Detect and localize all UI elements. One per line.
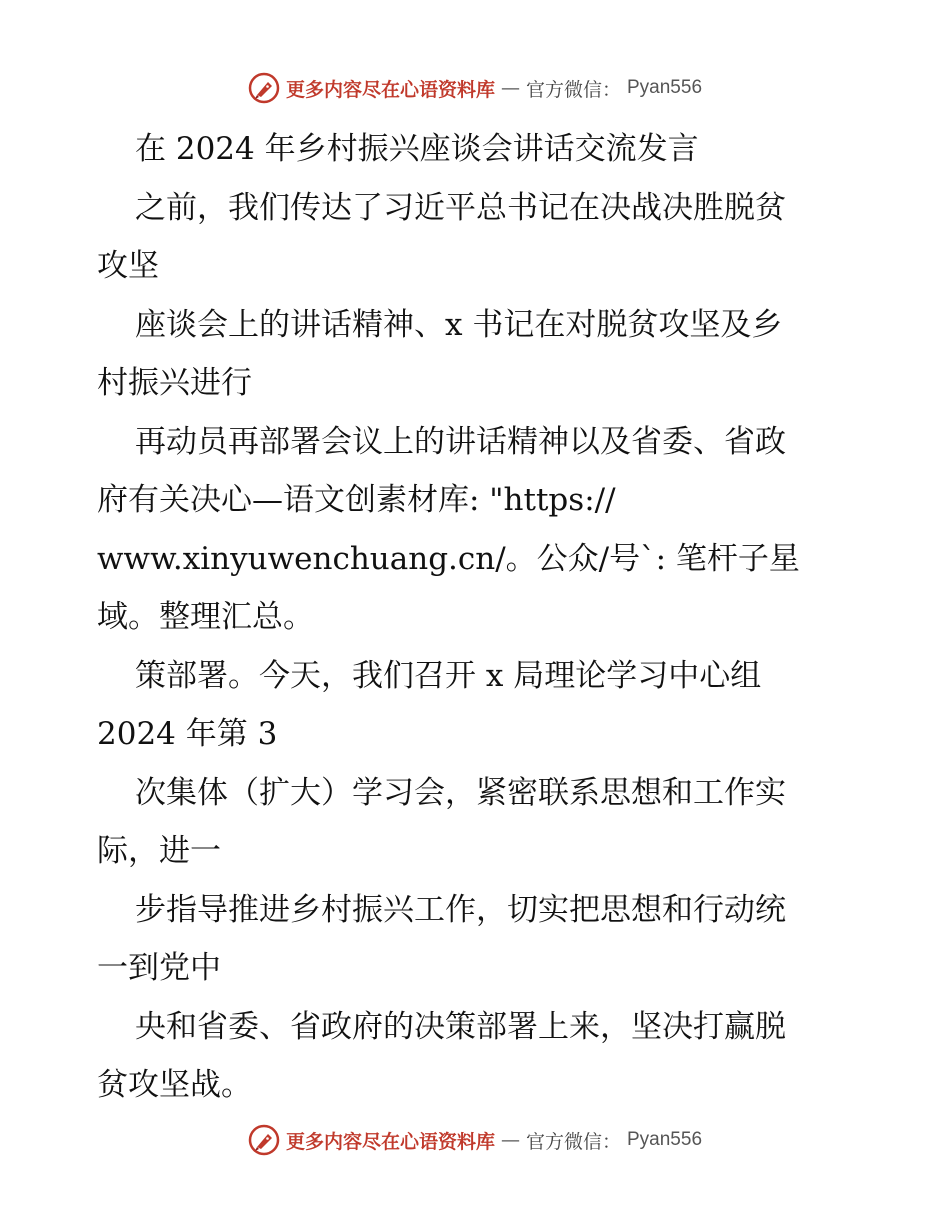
paragraph-line: 次集体（扩大）学习会，紧密联系思想和工作实 <box>135 774 786 811</box>
paragraph-line: 再动员再部署会议上的讲话精神以及省委、省政 <box>135 423 786 460</box>
pen-nib-logo-icon <box>248 72 280 104</box>
header-wechat-label: 官方微信： <box>525 78 621 101</box>
paragraph-line: 村振兴进行 <box>97 365 252 401</box>
footer-banner <box>0 1120 950 1160</box>
paragraph-line: 步指导推进乡村振兴工作，切实把思想和行动统 <box>135 891 786 928</box>
paragraph-line: 央和省委、省政府的决策部署上来，坚决打赢脱 <box>135 1008 786 1045</box>
paragraph-line: 域。整理汇总。 <box>97 599 314 635</box>
footer-promo-text: 更多内容尽在心语资料库 <box>285 1130 495 1153</box>
paragraph-line: 2024 年第 3 <box>97 716 278 752</box>
paragraph-line: 一到党中 <box>97 950 221 986</box>
document-title: 在 2024 年乡村振兴座谈会讲话交流发言 <box>135 131 699 167</box>
footer-separator: — <box>500 1129 520 1151</box>
header-promo-text: 更多内容尽在心语资料库 <box>285 78 495 101</box>
footer-wechat-id: Pyan556 <box>627 1129 703 1150</box>
paragraph-line: www.xinyuwenchuang.cn/。公众/号`: 笔杆子星 <box>97 540 800 577</box>
paragraph-line: 贫攻坚战。 <box>97 1067 252 1103</box>
footer-banner-inner <box>248 1124 702 1156</box>
paragraph-line: 座谈会上的讲话精神、x 书记在对脱贫攻坚及乡 <box>135 306 783 343</box>
paragraph-line: 策部署。今天，我们召开 x 局理论学习中心组 <box>135 657 762 694</box>
footer-wechat-label: 官方微信： <box>525 1130 621 1153</box>
paragraph-line: 府有关决心—语文创素材库: "https:// <box>97 482 616 518</box>
header-wechat-id: Pyan556 <box>627 77 703 98</box>
paragraph-line: 攻坚 <box>97 248 159 284</box>
paragraph-line: 际，进一 <box>97 833 221 869</box>
header-banner <box>0 68 950 108</box>
paragraph-line: 之前，我们传达了习近平总书记在决战决胜脱贫 <box>135 189 786 226</box>
document-body <box>97 120 857 1115</box>
header-banner-inner <box>248 72 702 104</box>
pen-nib-logo-icon <box>248 1124 280 1156</box>
header-separator: — <box>500 77 520 99</box>
